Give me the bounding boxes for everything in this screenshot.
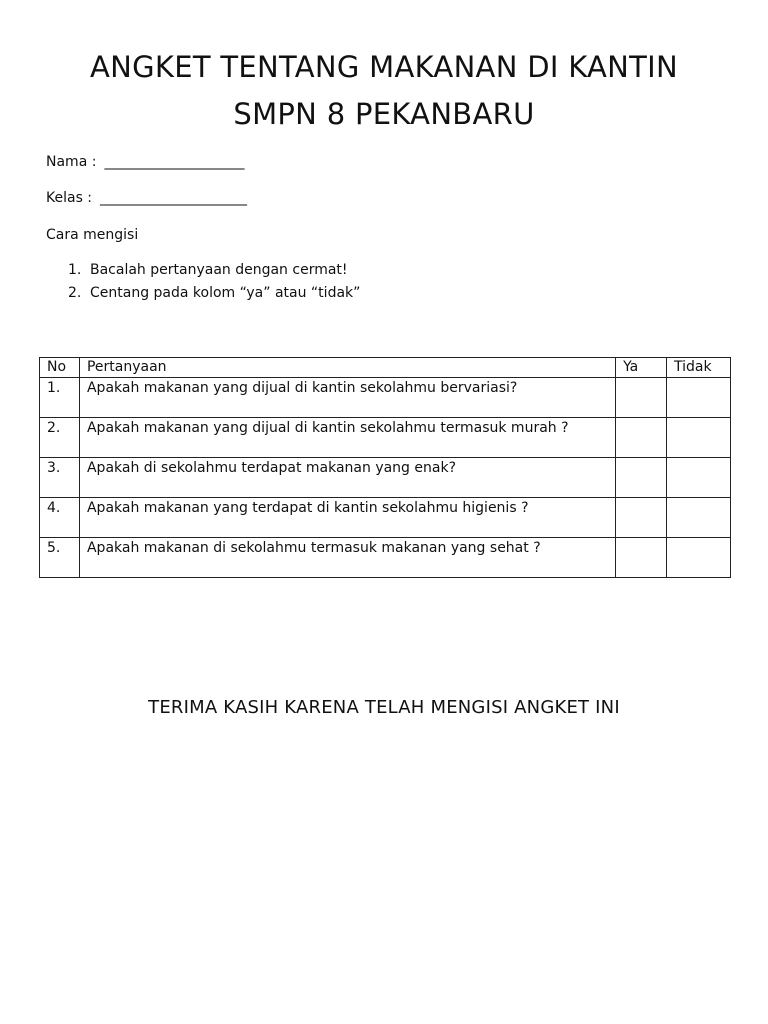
instruction-step xyxy=(68,285,360,308)
row-number: 2. xyxy=(40,418,80,458)
row-number: 5. xyxy=(40,538,80,578)
header-no: No xyxy=(40,358,80,378)
header-tidak: Tidak xyxy=(667,358,731,378)
tidak-checkbox-cell[interactable] xyxy=(667,378,731,418)
table-row xyxy=(40,458,731,498)
nama-field xyxy=(46,154,244,170)
questionnaire-table xyxy=(39,357,731,578)
table-row xyxy=(40,498,731,538)
step-number: 1. xyxy=(68,262,82,278)
step-text: Bacalah pertanyaan dengan cermat! xyxy=(90,262,348,278)
instruction-list xyxy=(68,262,360,308)
ya-checkbox-cell[interactable] xyxy=(616,418,667,458)
tidak-checkbox-cell[interactable] xyxy=(667,498,731,538)
row-question: Apakah makanan yang dijual di kantin sekolahmu bervariasi? xyxy=(79,378,615,418)
instructions-heading: Cara mengisi xyxy=(46,227,139,243)
ya-checkbox-cell[interactable] xyxy=(616,458,667,498)
row-question: Apakah di sekolahmu terdapat makanan yang enak? xyxy=(79,458,615,498)
table-header-row xyxy=(40,358,731,378)
tidak-checkbox-cell[interactable] xyxy=(667,418,731,458)
kelas-blank: _____________________ xyxy=(100,190,248,206)
ya-checkbox-cell[interactable] xyxy=(616,498,667,538)
table-row xyxy=(40,378,731,418)
nama-blank: ____________________ xyxy=(104,154,245,170)
row-number: 1. xyxy=(40,378,80,418)
step-text: Centang pada kolom “ya” atau “tidak” xyxy=(90,285,361,301)
step-number: 2. xyxy=(68,285,82,301)
row-question: Apakah makanan yang terdapat di kantin sekolahmu higienis ? xyxy=(79,498,615,538)
kelas-field xyxy=(46,190,247,206)
row-number: 3. xyxy=(40,458,80,498)
tidak-checkbox-cell[interactable] xyxy=(667,458,731,498)
kelas-label: Kelas : xyxy=(46,190,93,206)
table-row xyxy=(40,418,731,458)
page-title-line-1: ANGKET TENTANG MAKANAN DI KANTIN xyxy=(89,50,679,84)
ya-checkbox-cell[interactable] xyxy=(616,378,667,418)
table-row xyxy=(40,538,731,578)
header-ya: Ya xyxy=(616,358,667,378)
thank-you-message: TERIMA KASIH KARENA TELAH MENGISI ANGKET INI xyxy=(148,697,620,718)
row-question: Apakah makanan di sekolahmu termasuk makanan yang sehat ? xyxy=(79,538,615,578)
row-question: Apakah makanan yang dijual di kantin sekolahmu termasuk murah ? xyxy=(79,418,615,458)
page-title-line-2: SMPN 8 PEKANBARU xyxy=(233,97,535,131)
instruction-step xyxy=(68,262,360,285)
row-number: 4. xyxy=(40,498,80,538)
tidak-checkbox-cell[interactable] xyxy=(667,538,731,578)
header-question: Pertanyaan xyxy=(79,358,615,378)
nama-label: Nama : xyxy=(46,154,97,170)
ya-checkbox-cell[interactable] xyxy=(616,538,667,578)
